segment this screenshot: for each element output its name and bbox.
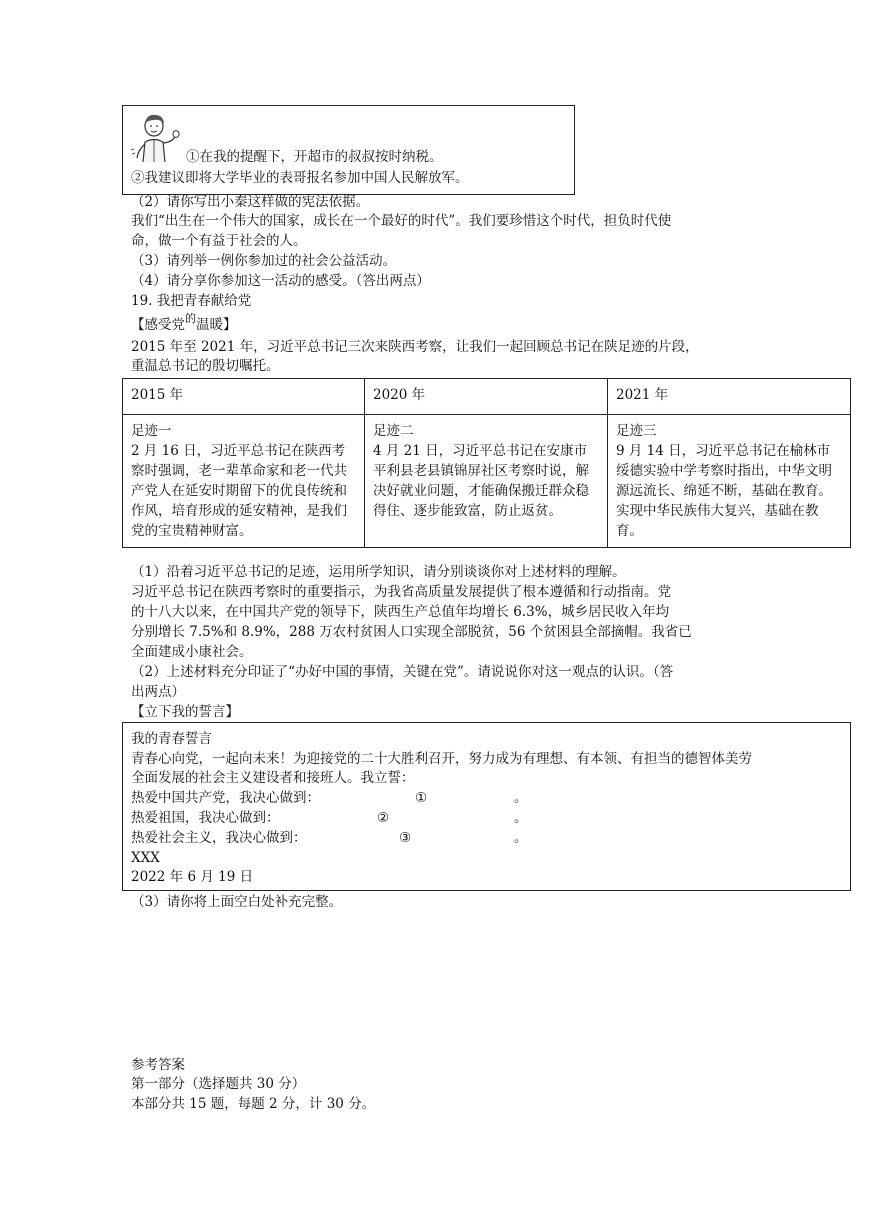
section-heading-suffix: 温暖】 [196, 317, 237, 333]
table-cell [123, 415, 365, 548]
intro-line-2: ②我建议即将大学毕业的表哥报名参加中国人民解放军。 [131, 170, 469, 186]
cell-title: 足迹三 [616, 423, 657, 439]
question-1b: （1）沿着习近平总书记的足迹，运用所学知识，请分别谈谈你对上述材料的理解。 [131, 564, 626, 580]
oath-item-blank: ③ [399, 830, 412, 846]
oath-item-end: 。 [514, 810, 528, 826]
question-3: （3）请列举一例你参加过的社会公益活动。 [131, 253, 397, 269]
question-2: （2）请你写出小秦这样做的宪法依据。 [131, 194, 370, 210]
table-header-cell: 2020 年 [365, 379, 608, 415]
paragraph-1-line-2: 命，做一个有益于社会的人。 [131, 233, 307, 249]
table-row [123, 415, 851, 548]
footprints-table [122, 378, 851, 548]
cell-title: 足迹二 [373, 423, 414, 439]
answer-desc: 本部分共 15 题，每题 2 分，计 30 分。 [131, 1096, 376, 1112]
section-heading-oath: 【立下我的誓言】 [131, 704, 239, 720]
paragraph-3-line-1: 习近平总书记在陕西考察时的重要指示，为我省高质量发展提供了根本遵循和行动指南。党 [131, 584, 671, 600]
oath-date: 2022 年 6 月 19 日 [131, 869, 254, 885]
table-header-row [123, 379, 851, 415]
oath-body-line-1: 青春心向党，一起向未来！为迎接党的二十大胜利召开，努力成为有理想、有本领、有担当的德智体美劳 [131, 751, 752, 767]
table-cell [608, 415, 851, 548]
paragraph-1-line-1: 我们“出生在一个伟大的国家，成长在一个最好的时代”。我们要珍惜这个时代，担负时代使 [131, 213, 672, 229]
cell-text: 2 月 16 日，习近平总书记在陕西考察时强调，老一辈革命家和老一代共产党人在延安时期留下的优良传统和作风，培育形成的延安精神，是我们党的宝贵精神财富。 [131, 443, 347, 539]
cell-text: 4 月 21 日，习近平总书记在安康市平利县老县镇锦屏社区考察时说，解决好就业问题，才能确保搬迁群众稳得住、逐步能致富，防止返贫。 [373, 443, 589, 519]
question-2b-line-1: （2）上述材料充分印证了“办好中国的事情，关键在党”。请说说你对这一观点的认识。（答 [131, 664, 674, 680]
oath-item-end: 。 [514, 790, 528, 806]
cell-title: 足迹一 [131, 423, 172, 439]
oath-title: 我的青春誓言 [131, 731, 212, 747]
question-4: （4）请分享你参加这一活动的感受。（答出两点） [131, 273, 430, 289]
question-3b: （3）请你将上面空白处补充完整。 [131, 894, 343, 910]
answer-part: 第一部分（选择题共 30 分） [131, 1076, 306, 1092]
intro-line-1: ①在我的提醒下，开超市的叔叔按时纳税。 [186, 149, 443, 165]
oath-box [122, 722, 851, 891]
section-heading-prefix: 【感受党 [131, 317, 185, 333]
paragraph-3-line-4: 全面建成小康社会。 [131, 644, 253, 660]
section-heading-warmth [131, 312, 237, 336]
intro-box [122, 105, 575, 195]
cell-text: 9 月 14 日，习近平总书记在榆林市绥德实验中学考察时指出，中华文明源远流长、绵延不断，基础在教育。实现中华民族伟大复兴，基础在教育。 [616, 443, 832, 539]
paragraph-2-line-1: 2015 年至 2021 年，习近平总书记三次来陕西考察，让我们一起回顾总书记在陕足迹的片段， [131, 339, 699, 355]
question-2b-line-2: 出两点） [131, 684, 185, 700]
paragraph-3-line-2: 的十八大以来，在中国共产党的领导下，陕西生产总值年均增长 6.3%，城乡居民收入年均 [131, 604, 670, 620]
answer-title: 参考答案 [131, 1057, 185, 1073]
question-19-title: 19. 我把青春献给党 [131, 293, 252, 309]
oath-item-label: 热爱社会主义，我决心做到： [131, 830, 307, 846]
section-heading-sup: 的 [185, 312, 196, 325]
paragraph-3-line-3: 分别增长 7.5%和 8.9%，288 万农村贫困人口实现全部脱贫，56 个贫困县全部摘帽。我省已 [131, 624, 692, 640]
oath-item-label: 热爱中国共产党，我决心做到： [131, 790, 320, 806]
paragraph-2-line-2: 重温总书记的殷切嘱托。 [131, 358, 280, 374]
table-cell [365, 415, 608, 548]
boy-speaking-icon [129, 112, 187, 168]
oath-signature: XXX [131, 850, 160, 866]
oath-item-blank: ② [377, 810, 390, 826]
oath-body-line-2: 全面发展的社会主义建设者和接班人。我立誓： [131, 770, 415, 786]
oath-item-end: 。 [514, 830, 528, 846]
table-header-cell: 2015 年 [123, 379, 365, 415]
oath-item-label: 热爱祖国，我决心做到： [131, 810, 280, 826]
table-header-cell: 2021 年 [608, 379, 851, 415]
oath-item-blank: ① [415, 790, 428, 806]
